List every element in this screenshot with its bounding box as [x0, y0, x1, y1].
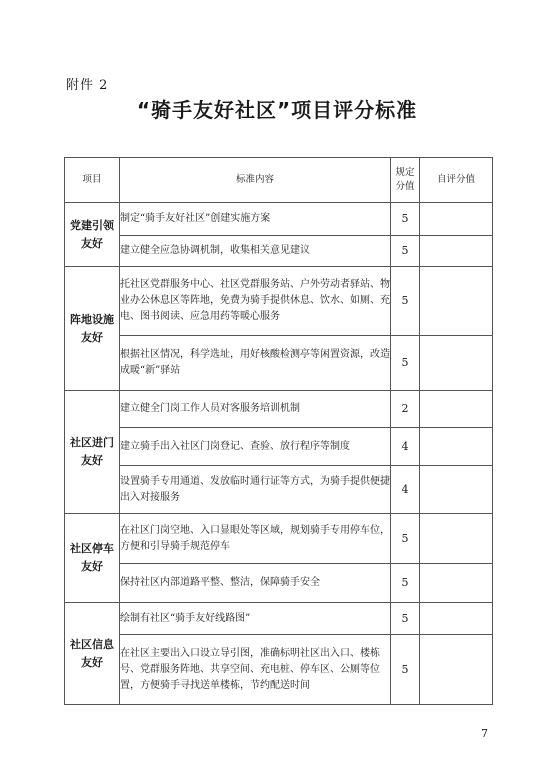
table-row — [65, 336, 493, 391]
standard-cell: 在社区门岗空地、入口显眼处等区域，规划骑手专用停车位，方便和引导骑手规范停车 — [120, 514, 391, 564]
table-row — [65, 391, 493, 428]
table-row — [65, 267, 493, 336]
standard-cell: 制定“骑手友好社区”创建实施方案 — [120, 203, 391, 236]
table-row — [65, 603, 493, 635]
score-cell: 4 — [391, 466, 420, 514]
table-row — [65, 428, 493, 466]
category-cell: 社区停车友好 — [65, 514, 120, 603]
table-row — [65, 466, 493, 514]
self-score-cell[interactable] — [420, 466, 493, 514]
standard-cell: 建立健全门岗工作人员对客服务培训机制 — [120, 391, 391, 428]
self-score-cell[interactable] — [420, 391, 493, 428]
category-cell: 阵地设施友好 — [65, 267, 120, 391]
score-cell: 5 — [391, 236, 420, 267]
table-row — [65, 514, 493, 564]
self-score-cell[interactable] — [420, 603, 493, 635]
standard-cell: 在社区主要出入口设立导引图，准确标明社区出入口、楼栋号、党群服务阵地、共享空间、充电桩、停车区、公厕等位置，方便骑手寻找送单楼栋，节约配送时间 — [120, 635, 391, 705]
table-row — [65, 203, 493, 236]
annex-label: 附件 2 — [66, 78, 109, 93]
score-cell: 5 — [391, 267, 420, 336]
table-row — [65, 635, 493, 705]
self-score-cell[interactable] — [420, 564, 493, 603]
score-cell: 5 — [391, 336, 420, 391]
document-title: “骑手友好社区”项目评分标准 — [136, 98, 418, 122]
header-self-score: 自评分值 — [420, 158, 493, 203]
score-cell: 4 — [391, 428, 420, 466]
score-cell: 5 — [391, 635, 420, 705]
table-row — [65, 564, 493, 603]
standard-cell: 设置骑手专用通道、发放临时通行证等方式，为骑手提供便捷出入对接服务 — [120, 466, 391, 514]
self-score-cell[interactable] — [420, 428, 493, 466]
header-category: 项目 — [65, 158, 120, 203]
score-cell: 5 — [391, 514, 420, 564]
scoring-table — [64, 157, 493, 705]
self-score-cell[interactable] — [420, 514, 493, 564]
self-score-cell[interactable] — [420, 336, 493, 391]
standard-cell: 根据社区情况，科学选址，用好核酸检测亭等闲置资源，改造成暖“新”驿站 — [120, 336, 391, 391]
standard-cell: 保持社区内部道路平整、整洁，保障骑手安全 — [120, 564, 391, 603]
header-score: 规定分值 — [391, 158, 420, 203]
header-standard: 标准内容 — [120, 158, 391, 203]
category-cell: 社区进门友好 — [65, 391, 120, 514]
score-cell: 5 — [391, 564, 420, 603]
self-score-cell[interactable] — [420, 203, 493, 236]
standard-cell: 建立骑手出入社区门岗登记、查验、放行程序等制度 — [120, 428, 391, 466]
self-score-cell[interactable] — [420, 635, 493, 705]
self-score-cell[interactable] — [420, 236, 493, 267]
standard-cell: 托社区党群服务中心、社区党群服务站、户外劳动者驿站、物业办公休息区等阵地，免费为骑手提供休息、饮水、如厕、充电、图书阅读、应急用药等暖心服务 — [120, 267, 391, 336]
self-score-cell[interactable] — [420, 267, 493, 336]
page-number: 7 — [481, 727, 488, 740]
category-cell: 社区信息友好 — [65, 603, 120, 705]
standard-cell: 建立健全应急协调机制，收集相关意见建议 — [120, 236, 391, 267]
score-cell: 5 — [391, 203, 420, 236]
standard-cell: 绘制有社区“骑手友好线路图” — [120, 603, 391, 635]
table-row — [65, 236, 493, 267]
table-header-row — [65, 158, 493, 203]
category-cell: 党建引领友好 — [65, 203, 120, 267]
score-cell: 2 — [391, 391, 420, 428]
score-cell: 5 — [391, 603, 420, 635]
